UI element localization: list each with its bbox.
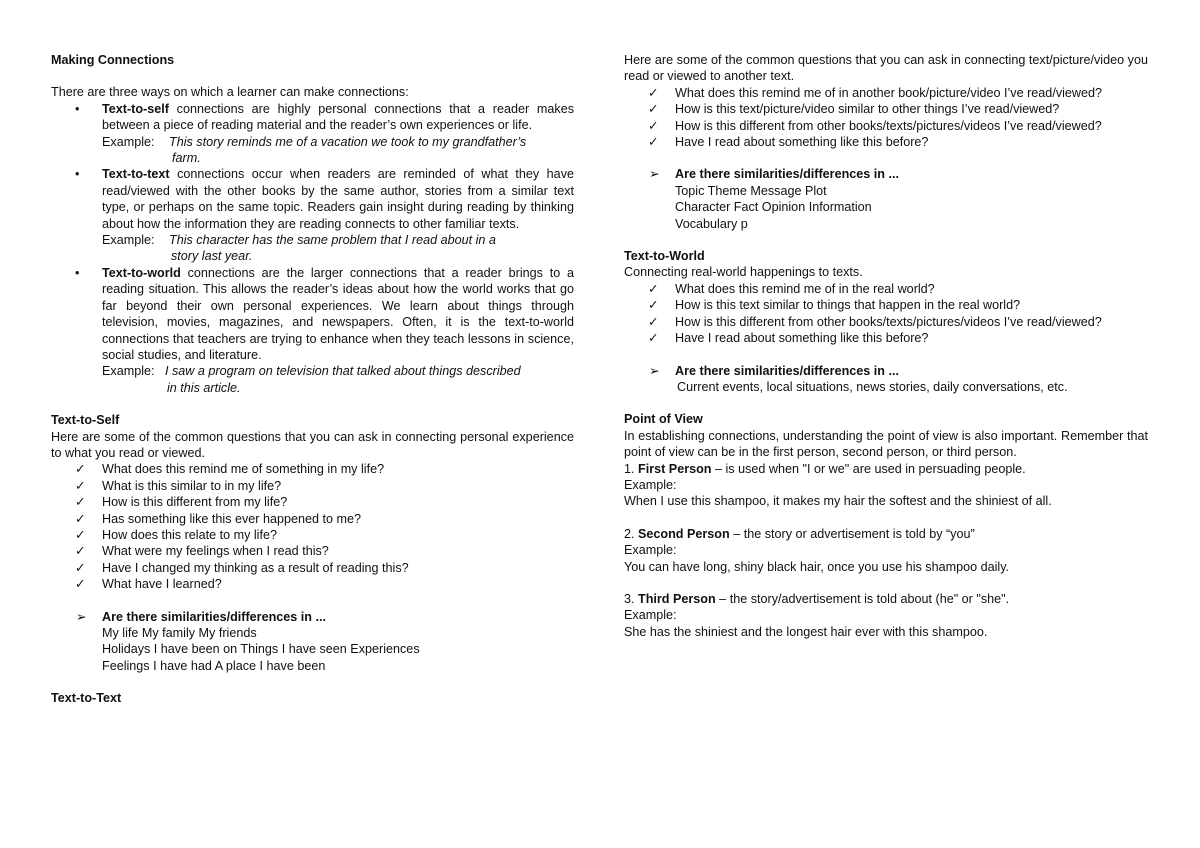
bullet-icon: • xyxy=(75,265,80,280)
checkmark-icon: ✓ xyxy=(75,544,86,559)
list-item: ✓ Have I read about something like this before? xyxy=(648,135,929,150)
example-label: Example: xyxy=(102,233,155,248)
example-text: When I use this shampoo, it makes my hair the softest and the shiniest of all. xyxy=(624,494,1052,509)
way-description: connections are the larger connections that a reader brings to a reading situation. This allows the reader’s ideas about how the world works that go far beyond their own personal experiences. We learn about things through television, movies, magazines, and newspapers. Often, it is the text-to-world connections that teachers are trying to enhance when they teach lessons in science, social studies, and literature. xyxy=(102,265,574,362)
way-text-to-text xyxy=(51,166,574,264)
example-label: Example: xyxy=(624,543,677,558)
point-of-view-intro: In establishing connections, understanding the point of view is also important. Remember that point of view can be in the first person, second person, or third person. xyxy=(624,428,1148,460)
checkmark-icon: ✓ xyxy=(648,118,659,133)
checkmark-icon: ✓ xyxy=(75,495,86,510)
checkmark-icon: ✓ xyxy=(75,577,86,592)
list-item: ✓ How is this text/picture/video similar to other things I’ve read/viewed? xyxy=(648,102,1060,117)
checkmark-icon: ✓ xyxy=(648,135,659,150)
world-similarities-block xyxy=(624,363,1148,396)
similarities-line: Vocabulary p xyxy=(675,216,748,231)
text-similarities-block xyxy=(624,166,1148,232)
example-text-cont: in this article. xyxy=(167,380,241,395)
list-item: ✓ What have I learned? xyxy=(75,577,222,592)
checkmark-icon: ✓ xyxy=(648,102,659,117)
similarities-line: Topic Theme Message Plot xyxy=(675,183,827,198)
person-definition: – the story/advertisement is told about (he" or "she". xyxy=(715,591,1010,606)
person-number: 1. xyxy=(624,461,639,476)
list-item: ✓ What does this remind me of in another book/picture/video I’ve read/viewed? xyxy=(648,85,1103,100)
person-definition: – the story or advertisement is told by “you” xyxy=(729,526,975,541)
way-bold-term: Text-to-self xyxy=(102,101,169,116)
person-definition: – is used when "I or we" are used in persuading people. xyxy=(711,461,1026,476)
person-first xyxy=(624,461,1148,510)
way-description: connections occur when readers are reminded of what they have read/viewed with the other books by the same author, stories from a similar text type, or perhaps on the same topic. Readers gain insight during reading by thinking about how the information they are reading connects to other familiar texts. xyxy=(102,167,574,231)
text-to-world-intro: Connecting real-world happenings to texts. xyxy=(624,265,863,280)
person-third xyxy=(624,591,1148,640)
list-item: ✓ What were my feelings when I read this? xyxy=(75,544,329,559)
person-term: Third Person xyxy=(638,591,716,606)
way-description: connections are highly personal connections that a reader makes between a piece of reading material and the reader’s own experiences or life. xyxy=(102,101,574,133)
checkmark-icon: ✓ xyxy=(648,281,659,296)
example-label: Example: xyxy=(102,364,155,379)
intro-text: There are three ways on which a learner can make connections: xyxy=(51,85,409,100)
way-text-to-world xyxy=(51,265,574,396)
list-item: ✓ How does this relate to my life? xyxy=(75,527,277,542)
self-questions-list xyxy=(51,461,574,592)
list-item: ✓ How is this different from my life? xyxy=(75,495,288,510)
checkmark-icon: ✓ xyxy=(648,331,659,346)
text-to-self-heading: Text-to-Self xyxy=(51,413,120,428)
bullet-icon: • xyxy=(75,167,80,182)
person-number: 2. xyxy=(624,526,639,541)
checkmark-icon: ✓ xyxy=(75,511,86,526)
right-column xyxy=(624,52,1148,640)
person-term: Second Person xyxy=(638,526,730,541)
similarities-line: Feelings I have had A place I have been xyxy=(102,658,326,673)
list-item: ✓ Have I changed my thinking as a result of reading this? xyxy=(75,560,409,575)
list-item: ✓ What does this remind me of something in my life? xyxy=(75,462,385,477)
arrow-bullet-icon: ➢ xyxy=(649,167,660,182)
text-to-text-heading: Text-to-Text xyxy=(51,691,122,706)
list-item: ✓ What is this similar to in my life? xyxy=(75,478,282,493)
self-similarities-block xyxy=(51,609,574,675)
list-item: ✓ How is this different from other books/texts/pictures/videos I’ve read/viewed? xyxy=(648,118,1102,133)
example-label: Example: xyxy=(102,134,155,149)
similarities-heading: Are there similarities/differences in ... xyxy=(675,167,899,182)
checkmark-icon: ✓ xyxy=(75,527,86,542)
way-bold-term: Text-to-text xyxy=(102,167,170,182)
arrow-bullet-icon: ➢ xyxy=(649,363,660,378)
point-of-view-heading: Point of View xyxy=(624,412,703,427)
text-questions-list xyxy=(624,85,1148,151)
example-text: This character has the same problem that I read about in a xyxy=(169,233,496,248)
example-text: This story reminds me of a vacation we took to my grandfather’s xyxy=(169,134,527,149)
similarities-heading: Are there similarities/differences in ... xyxy=(675,363,899,378)
similarities-line: My life My family My friends xyxy=(102,626,257,640)
text-to-world-heading: Text-to-World xyxy=(624,249,705,264)
similarities-line: Current events, local situations, news stories, daily conversations, etc. xyxy=(677,379,1068,394)
person-number: 3. xyxy=(624,591,639,606)
example-text-cont: story last year. xyxy=(171,249,253,264)
example-text: I saw a program on television that talked about things described xyxy=(165,364,521,379)
world-questions-list xyxy=(624,281,1148,347)
list-item: ✓ How is this different from other books/texts/pictures/videos I’ve read/viewed? xyxy=(648,314,1102,329)
similarities-heading: Are there similarities/differences in ... xyxy=(102,609,326,624)
checkmark-icon: ✓ xyxy=(648,314,659,329)
arrow-bullet-icon: ➢ xyxy=(76,609,87,624)
text-to-self-intro: Here are some of the common questions that you can ask in connecting personal experience to what you read or viewed. xyxy=(51,429,574,460)
checkmark-icon: ✓ xyxy=(75,462,86,477)
checkmark-icon: ✓ xyxy=(75,478,86,493)
similarities-line: Holidays I have been on Things I have seen Experiences xyxy=(102,642,420,657)
checkmark-icon: ✓ xyxy=(648,298,659,313)
bullet-icon: • xyxy=(75,101,80,116)
text-to-text-intro: Here are some of the common questions that you can ask in connecting text/picture/video you read or viewed to another text. xyxy=(624,53,1148,84)
list-item: ✓ Has something like this ever happened to me? xyxy=(75,511,362,526)
example-text: She has the shiniest and the longest hair ever with this shampoo. xyxy=(624,624,988,639)
checkmark-icon: ✓ xyxy=(648,85,659,100)
example-text: You can have long, shiny black hair, once you use his shampoo daily. xyxy=(624,559,1010,574)
person-term: First Person xyxy=(638,461,712,476)
making-connections-title: Making Connections xyxy=(51,53,175,67)
example-label: Example: xyxy=(624,608,677,623)
way-bold-term: Text-to-world xyxy=(102,265,181,280)
similarities-line: Character Fact Opinion Information xyxy=(675,200,872,215)
list-item: ✓ What does this remind me of in the real world? xyxy=(648,281,935,296)
left-column xyxy=(51,52,574,707)
example-label: Example: xyxy=(624,477,677,492)
list-item: ✓ How is this text similar to things that happen in the real world? xyxy=(648,298,1021,313)
list-item: ✓ Have I read about something like this before? xyxy=(648,331,929,346)
person-second xyxy=(624,526,1148,575)
checkmark-icon: ✓ xyxy=(75,560,86,575)
way-text-to-self xyxy=(51,101,574,167)
example-text-cont: farm. xyxy=(172,151,201,166)
